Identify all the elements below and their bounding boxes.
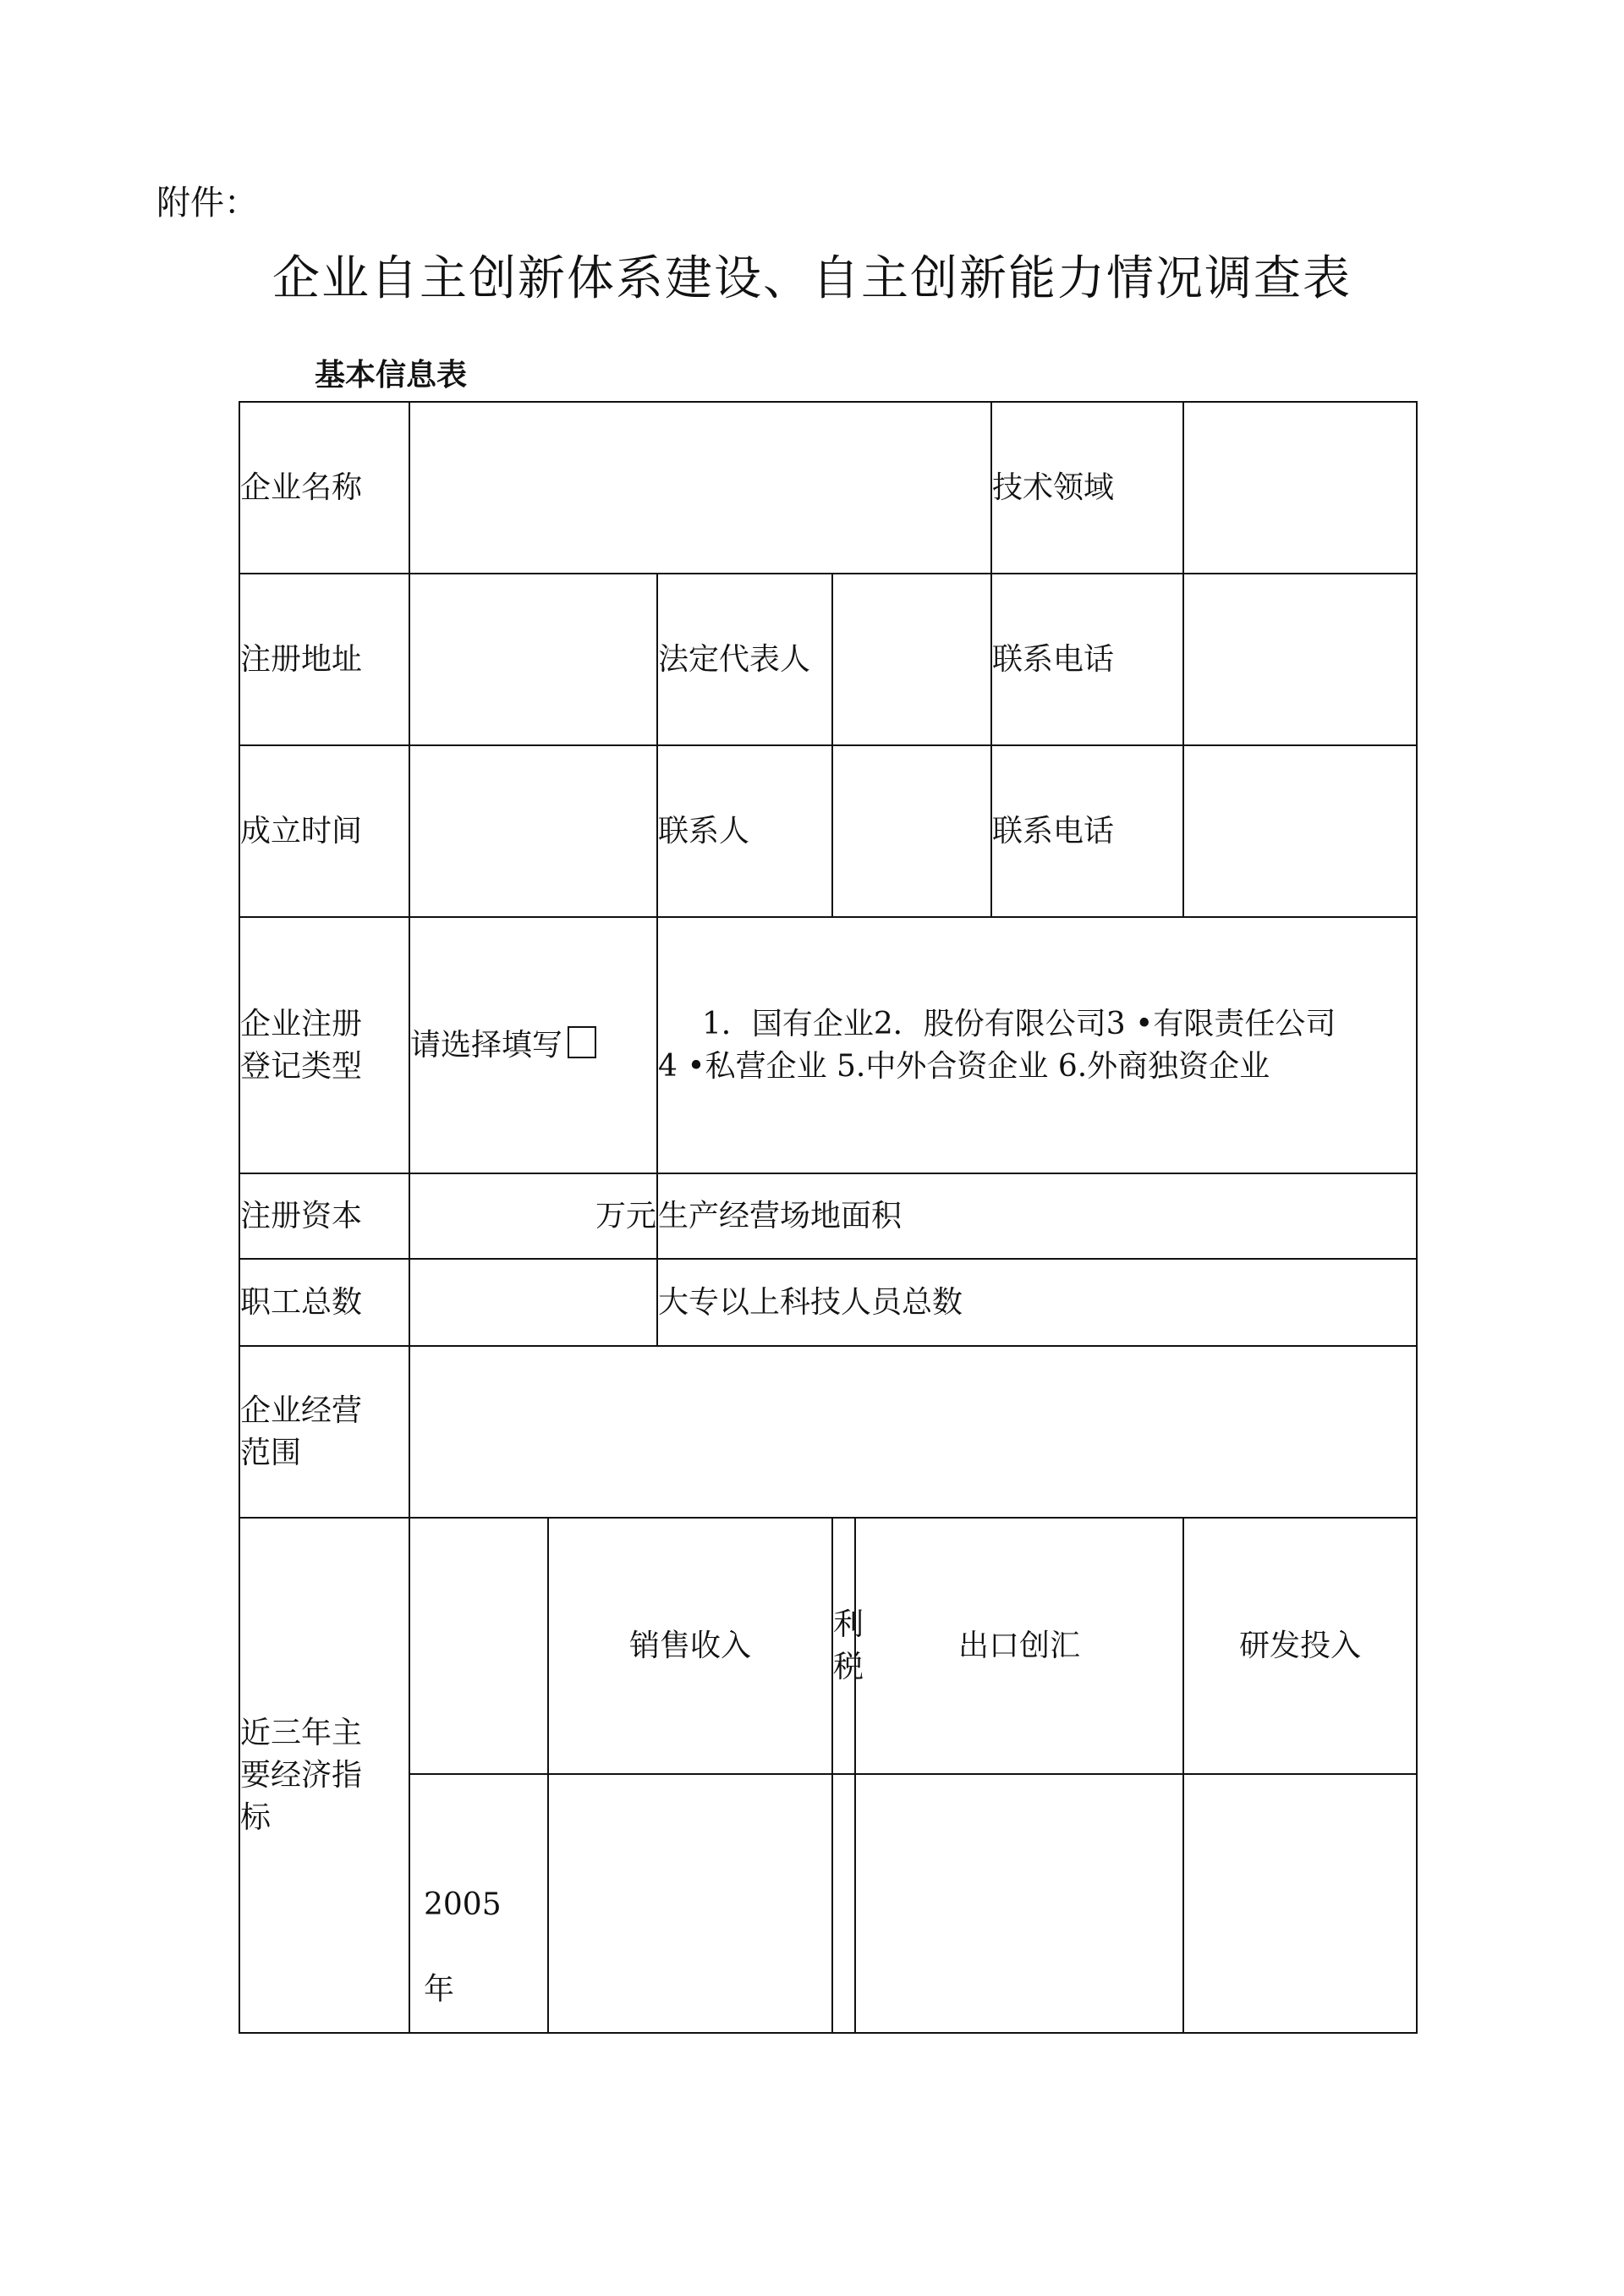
staff-total-label: 职工总数 [239,1259,409,1346]
econ-label-line: 近三年主 [240,1715,363,1750]
export-2005-field[interactable] [855,1774,1183,2033]
table-row [239,1346,1417,1518]
table-row [239,917,1417,1173]
reg-capital-field[interactable] [409,1173,657,1259]
reg-type-options-line: 4 •私营企业 5.中外合资企业 6.外商独资企业 [658,1048,1270,1084]
econ-label-line: 标 [240,1799,272,1835]
col-export-header: 出口创汇 [855,1518,1183,1774]
founded-field[interactable] [409,745,657,917]
col-rd-header: 研发投入 [1183,1518,1417,1774]
basic-info-table [239,401,1418,2034]
year-suffix: 年 [424,1972,455,2007]
reg-type-label-line: 登记类型 [240,1048,363,1084]
phone-field[interactable] [1183,745,1417,917]
col-tax-header: 利税 [832,1518,855,1774]
section-subtitle: 基本信息表 [315,357,468,393]
reg-capital-unit: 万元 [595,1198,656,1233]
founded-label: 成立时间 [239,745,409,917]
table-row [239,574,1417,745]
reg-type-options [657,917,1417,1173]
econ-label-line: 要经济指 [240,1757,363,1793]
col-sales-header: 销售收入 [548,1518,832,1774]
table-row [239,1518,1417,1774]
table-row [239,1774,1417,2033]
site-area-label: 生产经营场地面积 [657,1173,1417,1259]
year-label [409,1774,548,2033]
tech-field-label: 技术领域 [991,402,1183,574]
year-header-cell [409,1518,548,1774]
table-row [239,1259,1417,1346]
reg-address-field[interactable] [409,574,657,745]
reg-address-label: 注册地址 [239,574,409,745]
reg-type-label [239,917,409,1173]
scope-label-line: 企业经营 [240,1392,363,1428]
sci-staff-label: 大专以上科技人员总数 [657,1259,1417,1346]
phone-label: 联系电话 [991,574,1183,745]
reg-type-select[interactable] [409,917,657,1173]
attachment-label: 附件： [156,184,258,222]
document-title: 企业自主创新体系建设、自主创新能力情况调查表 [272,251,1352,306]
contact-field[interactable] [832,745,991,917]
phone-field[interactable] [1183,574,1417,745]
tax-2005-field[interactable] [832,1774,855,2033]
reg-capital-label: 注册资本 [239,1173,409,1259]
reg-type-label-line: 企业注册 [240,1006,363,1041]
scope-label-line: 范围 [240,1435,302,1470]
sales-2005-field[interactable] [548,1774,832,2033]
company-name-label: 企业名称 [239,402,409,574]
table-row [239,745,1417,917]
table-row [239,1173,1417,1259]
legal-rep-label: 法定代表人 [657,574,832,745]
company-name-field[interactable] [409,402,991,574]
contact-label: 联系人 [657,745,832,917]
legal-rep-field[interactable] [832,574,991,745]
scope-label [239,1346,409,1518]
checkbox-icon[interactable] [568,1026,596,1058]
staff-total-field[interactable] [409,1259,657,1346]
tech-field-field[interactable] [1183,402,1417,574]
table-row [239,402,1417,574]
reg-type-select-label: 请选择填写 [410,1027,563,1063]
econ-indicators-label [239,1518,409,2033]
reg-type-options-line: 1．国有企业2．股份有限公司3 •有限责任公司 [702,1006,1336,1041]
rd-2005-field[interactable] [1183,1774,1417,2033]
year-number: 2005 [424,1887,502,1922]
scope-field[interactable] [409,1346,1417,1518]
phone-label: 联系电话 [991,745,1183,917]
